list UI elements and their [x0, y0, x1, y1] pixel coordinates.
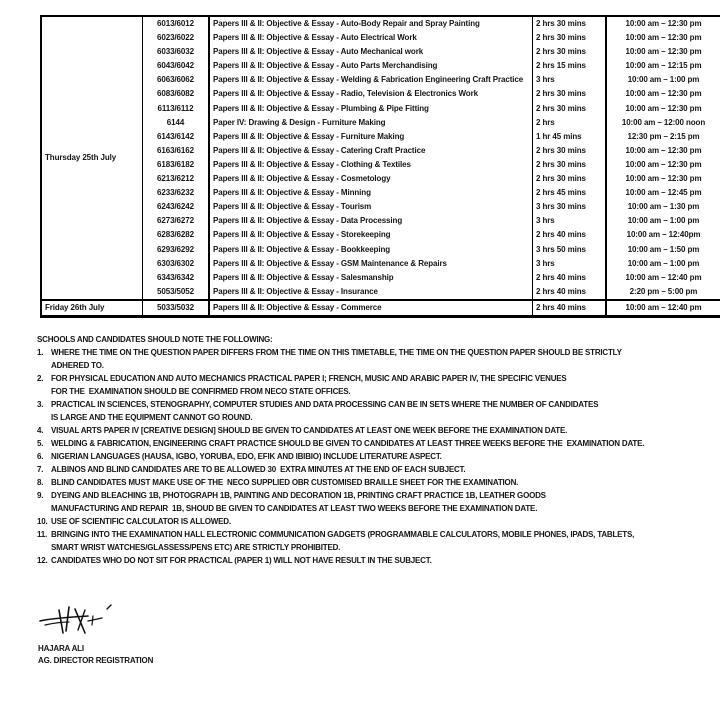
time-cell: 10:00 am – 1:50 pm — [627, 244, 700, 254]
note-number: 2. — [37, 374, 44, 383]
duration-cell: 2 hrs 40 mins — [533, 285, 607, 300]
note-line: DYEING AND BLEACHING 1B, PHOTOGRAPH 1B, PAINTING AND DECORATION 1B, PRINTING CRAFT PRACTICE 1B, LEATHER GOODS — [51, 491, 546, 500]
signature-icon — [38, 603, 116, 639]
code-cell: 6013/6012 — [143, 16, 210, 31]
duration-cell: 3 hrs 50 mins — [533, 243, 607, 257]
note-line: FOR THE EXAMINATION SHOULD BE CONFIRMED FROM NECO STATE OFFICES. — [51, 387, 351, 396]
note-line: IS LARGE AND THE EQUIPMENT CANNOT GO ROUND. — [51, 413, 253, 422]
code-cell: 6023/6022 — [143, 31, 210, 45]
table-row — [41, 243, 720, 257]
paper-cell: Papers III & II: Objective & Essay - Radio, Television & Electronics Work — [213, 89, 478, 99]
table-row — [41, 271, 720, 285]
code-cell: 6113/6112 — [143, 102, 210, 116]
note-line: WHERE THE TIME ON THE QUESTION PAPER DIFFERS FROM THE TIME ON THIS TIMETABLE, THE TIME ON THE QUESTION PAPER SHOULD BE STRICTLY — [51, 348, 622, 357]
note-line: MANUFACTURING AND REPAIR 1B, SHOUD BE GIVEN TO CANDIDATES AT LEAST TWO WEEKS BEFORE THE EXAMINATION DATE. — [51, 504, 538, 513]
paper-cell: Papers III & II: Objective & Essay - Auto Parts Merchandising — [213, 61, 438, 71]
notes-list — [37, 346, 705, 567]
paper-cell: Papers III & II: Objective & Essay - Clothing & Textiles — [213, 159, 411, 169]
duration-cell: 2 hrs 40 mins — [533, 228, 607, 242]
duration-cell: 2 hrs — [533, 116, 607, 130]
duration-cell: 2 hrs 30 mins — [533, 172, 607, 186]
duration-cell: 2 hrs 40 mins — [533, 300, 607, 317]
duration-cell: 3 hrs 30 mins — [533, 200, 607, 214]
table-row — [41, 214, 720, 228]
paper-cell: Papers III & II: Objective & Essay - Auto Electrical Work — [213, 33, 417, 43]
note-line: PRACTICAL IN SCIENCES, STENOGRAPHY, COMPUTER STUDIES AND DATA PROCESSING CAN BE IN SETS WHERE THE NUMBER OF CANDIDATES — [51, 400, 599, 409]
time-cell: 10:00 am – 12:30 pm — [625, 33, 702, 43]
note-text — [51, 515, 705, 528]
table-row — [41, 116, 720, 130]
note-item — [37, 489, 705, 515]
note-number: 6. — [37, 452, 44, 461]
note-text — [51, 476, 705, 489]
note-item — [37, 372, 705, 398]
code-cell: 6163/6162 — [143, 144, 210, 158]
note-line: FOR PHYSICAL EDUCATION AND AUTO MECHANICS PRACTICAL PAPER I; FRENCH, MUSIC AND ARABIC PAPER IV, THE SPECIFIC VENUES — [51, 374, 567, 383]
table-row — [41, 172, 720, 186]
code-cell: 6273/6272 — [143, 214, 210, 228]
note-number: 9. — [37, 491, 44, 500]
paper-cell: Papers III & II: Objective & Essay - Furniture Making — [213, 131, 405, 141]
table-row — [41, 257, 720, 271]
note-text — [51, 489, 705, 515]
notes-heading: SCHOOLS AND CANDIDATES SHOULD NOTE THE FOLLOWING: — [37, 335, 273, 344]
duration-cell: 2 hrs 30 mins — [533, 16, 607, 31]
table-row — [41, 45, 720, 59]
note-line: USE OF SCIENTIFIC CALCULATOR IS ALLOWED. — [51, 517, 231, 526]
signatory-title: AG. DIRECTOR REGISTRATION — [38, 656, 154, 665]
table-row — [41, 87, 720, 101]
time-cell: 10:00 am – 12:00 noon — [621, 117, 706, 127]
duration-cell: 2 hrs 45 mins — [533, 186, 607, 200]
paper-cell: Papers III & II: Objective & Essay - Catering Craft Practice — [213, 145, 426, 155]
paper-cell: Papers III & II: Objective & Essay - Auto-Body Repair and Spray Painting — [213, 19, 480, 28]
time-cell: 10:00 am – 12:30 pm — [625, 174, 702, 184]
code-cell: 6083/6082 — [143, 87, 210, 101]
paper-cell: Papers III & II: Objective & Essay - Cosmetology — [213, 174, 391, 184]
note-item — [37, 346, 705, 372]
note-item — [37, 554, 705, 567]
time-cell: 10:00 am – 12:30 pm — [625, 19, 702, 28]
time-cell: 10:00 am – 12:30 pm — [625, 47, 702, 57]
duration-cell: 2 hrs 30 mins — [533, 144, 607, 158]
note-item — [37, 463, 705, 476]
note-item — [37, 398, 705, 424]
signatory-name: HAJARA ALI — [38, 644, 84, 653]
code-cell: 6043/6042 — [143, 59, 210, 73]
note-text — [51, 437, 705, 450]
time-cell: 10:00 am – 12:15 pm — [625, 61, 702, 71]
table-row — [41, 102, 720, 116]
note-line: BLIND CANDIDATES MUST MAKE USE OF THE NECO SUPPLIED OBR CUSTOMISED BRAILLE SHEET FOR THE EXAMINATION. — [51, 478, 519, 487]
time-cell: 10:00 am – 12:40 pm — [625, 272, 702, 282]
note-line: ALBINOS AND BLIND CANDIDATES ARE TO BE ALLOWED 30 EXTRA MINUTES AT THE END OF EACH SUBJECT. — [51, 465, 466, 474]
note-text — [51, 554, 705, 567]
paper-cell: Papers III & II: Objective & Essay - Commerce — [209, 300, 533, 317]
note-text — [51, 528, 705, 554]
note-line: CANDIDATES WHO DO NOT SIT FOR PRACTICAL (PAPER 1) WILL NOT HAVE RESULT IN THE SUBJECT. — [51, 556, 432, 565]
note-number: 7. — [37, 465, 44, 474]
note-number: 3. — [37, 400, 44, 409]
duration-cell: 2 hrs 30 mins — [533, 45, 607, 59]
code-cell: 6063/6062 — [143, 73, 210, 87]
note-number: 1. — [37, 348, 44, 357]
table-row — [41, 186, 720, 200]
paper-cell: Papers III & II: Objective & Essay - Auto Mechanical work — [213, 47, 424, 57]
time-cell: 10:00 am – 12:30 pm — [625, 89, 702, 99]
table-row — [41, 73, 720, 87]
table-row — [41, 130, 720, 144]
time-cell: 10:00 am – 1:30 pm — [627, 202, 700, 212]
paper-cell: Papers III & II: Objective & Essay - Salesmanship — [213, 272, 394, 282]
note-text — [51, 450, 705, 463]
code-cell: 6243/6242 — [143, 200, 210, 214]
table-row — [41, 31, 720, 45]
note-number: 12. — [37, 556, 48, 565]
time-cell: 10:00 am – 12:40pm — [626, 230, 701, 240]
note-line: VISUAL ARTS PAPER IV [CREATIVE DESIGN] SHOULD BE GIVEN TO CANDIDATES AT LEAST ONE WEEK BEFORE THE EXAMINATION DATE. — [51, 426, 568, 435]
note-number: 4. — [37, 426, 44, 435]
notes-section — [37, 333, 705, 567]
note-item — [37, 476, 705, 489]
paper-cell: Papers III & II: Objective & Essay - Plumbing & Pipe Fitting — [213, 103, 429, 113]
code-cell: 5033/5032 — [143, 300, 210, 317]
note-item — [37, 437, 705, 450]
code-cell: 6293/6292 — [143, 243, 210, 257]
time-cell: 10:00 am – 12:45 pm — [625, 188, 702, 198]
code-cell: 6183/6182 — [143, 158, 210, 172]
duration-cell: 3 hrs — [533, 257, 607, 271]
table-row — [41, 285, 720, 300]
paper-cell: Papers III & II: Objective & Essay - GSM Maintenance & Repairs — [213, 258, 447, 268]
table-row — [41, 144, 720, 158]
paper-cell: Papers III & II: Objective & Essay - Data Processing — [213, 216, 403, 226]
note-text — [51, 463, 705, 476]
duration-cell: 1 hr 45 mins — [533, 130, 607, 144]
note-text — [51, 424, 705, 437]
note-item — [37, 528, 705, 554]
table-row — [41, 300, 720, 317]
time-cell: 10:00 am – 12:30 pm — [625, 159, 702, 169]
code-cell: 6303/6302 — [143, 257, 210, 271]
code-cell: 6213/6212 — [143, 172, 210, 186]
time-cell: 2:20 pm – 5:00 pm — [629, 286, 698, 296]
paper-cell: Papers III & II: Objective & Essay - Bookkeeping — [213, 244, 391, 254]
paper-cell: Papers III & II: Objective & Essay - Storekeeping — [213, 230, 391, 240]
paper-cell: Papers III & II: Objective & Essay - Welding & Fabrication Engineering Craft Practice — [213, 75, 524, 85]
note-item — [37, 515, 705, 528]
note-item — [37, 424, 705, 437]
date-cell-thursday: Thursday 25th July — [45, 152, 117, 162]
duration-cell: 2 hrs 40 mins — [533, 271, 607, 285]
time-cell: 10:00 am – 12:40 pm — [606, 300, 720, 317]
code-cell: 6233/6232 — [143, 186, 210, 200]
paper-cell: Papers III & II: Objective & Essay - Insurance — [213, 286, 378, 296]
note-number: 5. — [37, 439, 44, 448]
table-row — [41, 16, 720, 31]
exam-timetable-table — [40, 15, 720, 318]
time-cell: 10:00 am – 1:00 pm — [627, 75, 700, 85]
paper-cell: Paper IV: Drawing & Design - Furniture Making — [213, 117, 386, 127]
duration-cell: 3 hrs — [533, 214, 607, 228]
note-number: 11. — [37, 530, 48, 539]
duration-cell: 2 hrs 30 mins — [533, 31, 607, 45]
note-number: 8. — [37, 478, 44, 487]
code-cell: 6144 — [143, 116, 210, 130]
duration-cell: 3 hrs — [533, 73, 607, 87]
code-cell: 6033/6032 — [143, 45, 210, 59]
time-cell: 10:00 am – 12:30 pm — [625, 103, 702, 113]
table-row — [41, 228, 720, 242]
signature-block — [38, 603, 153, 667]
paper-cell: Papers III & II: Objective & Essay - Minning — [213, 188, 371, 198]
note-line: SMART WRIST WATCHES/GLASSESS/PENS ETC) ARE STRICTLY PROHIBITED. — [51, 543, 341, 552]
code-cell: 5053/5052 — [143, 285, 210, 300]
date-cell-friday: Friday 26th July — [41, 300, 143, 317]
table-row — [41, 200, 720, 214]
time-cell: 10:00 am – 1:00 pm — [627, 258, 700, 268]
note-line: NIGERIAN LANGUAGES (HAUSA, IGBO, YORUBA, EDO, EFIK AND IBIBIO) INCLUDE LITERATURE ASPECT. — [51, 452, 442, 461]
duration-cell: 2 hrs 30 mins — [533, 102, 607, 116]
duration-cell: 2 hrs 15 mins — [533, 59, 607, 73]
table-row — [41, 59, 720, 73]
note-text — [51, 398, 705, 424]
note-number: 10. — [37, 517, 48, 526]
table-row — [41, 158, 720, 172]
time-cell: 12:30 pm – 2:15 pm — [627, 131, 700, 141]
note-text — [51, 372, 705, 398]
code-cell: 6143/6142 — [143, 130, 210, 144]
note-line: ADHERED TO. — [51, 361, 104, 370]
note-line: BRINGING INTO THE EXAMINATION HALL ELECTRONIC COMMUNICATION GADGETS (PROGRAMMABLE CALCULATORS, MOBILE PHONES, IPADS, TABLETS, — [51, 530, 635, 539]
time-cell: 10:00 am – 1:00 pm — [627, 216, 700, 226]
note-item — [37, 450, 705, 463]
time-cell: 10:00 am – 12:30 pm — [625, 145, 702, 155]
duration-cell: 2 hrs 30 mins — [533, 158, 607, 172]
note-line: WELDING & FABRICATION, ENGINEERING CRAFT PRACTICE SHOULD BE GIVEN TO CANDIDATES AT LEAST THREE WEEKS BEFORE THE EXAMINATION DATE. — [51, 439, 645, 448]
note-text — [51, 346, 705, 372]
duration-cell: 2 hrs 30 mins — [533, 87, 607, 101]
code-cell: 6283/6282 — [143, 228, 210, 242]
code-cell: 6343/6342 — [143, 271, 210, 285]
paper-cell: Papers III & II: Objective & Essay - Tourism — [213, 202, 372, 212]
